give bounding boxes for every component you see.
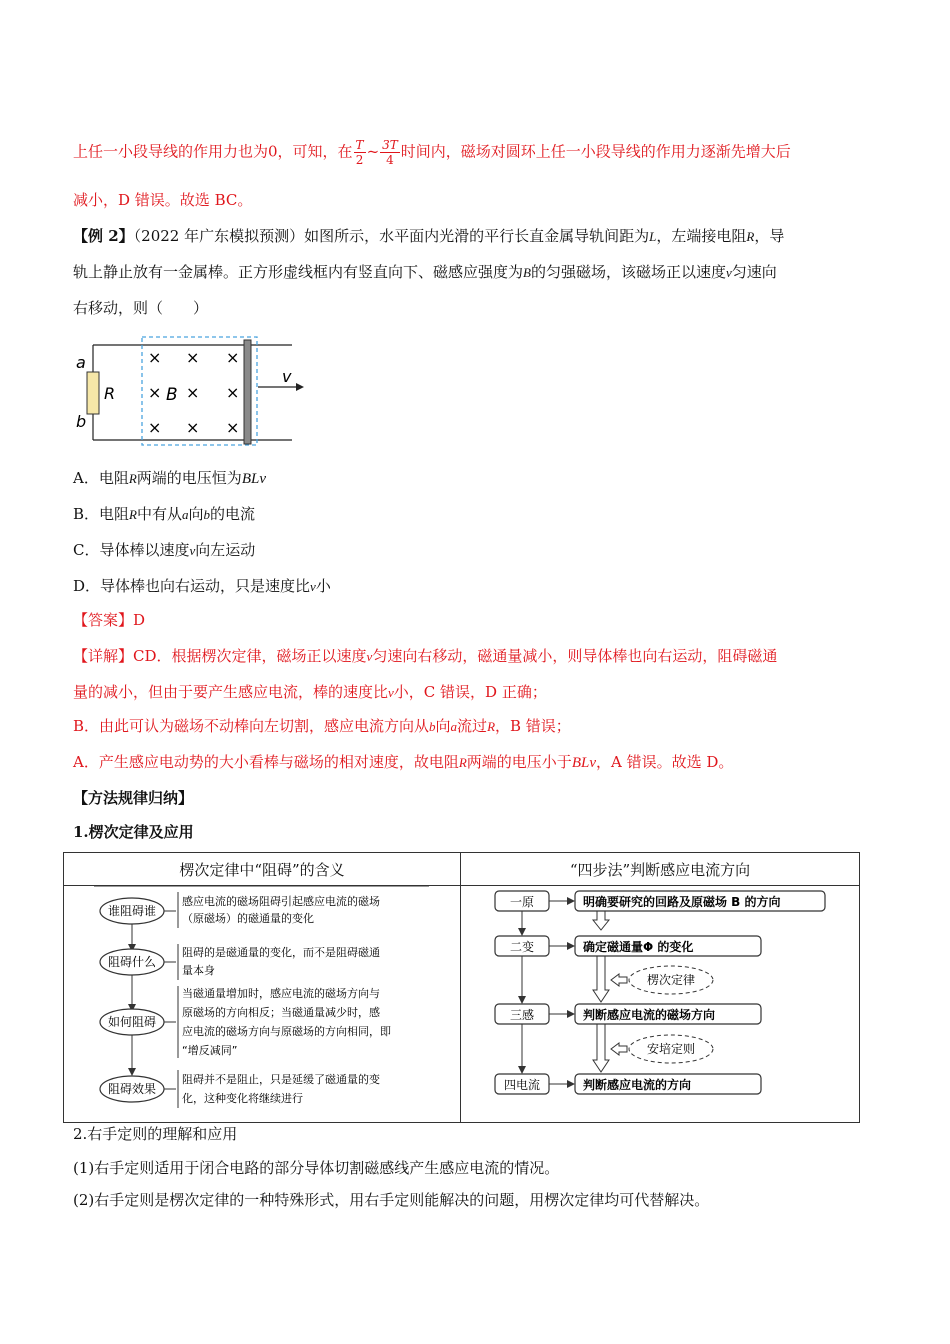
svg-text:×: ×: [226, 383, 240, 402]
tilde: ~: [366, 142, 380, 161]
svg-text:判断感应电流的磁场方向: 判断感应电流的磁场方向: [583, 1008, 716, 1022]
right-flow-cell: [461, 886, 860, 1123]
svg-text:一原: 一原: [509, 895, 535, 909]
detail-line-4: A．产生感应电动势的大小看棒与磁场的相对速度，故电阻R两端的电压小于BLv，A 错误。故选 D。: [73, 753, 734, 771]
intro-line-2: 减小，D 错误。故选 BC。: [73, 191, 253, 209]
method-table: [63, 852, 860, 1123]
step-3: [495, 1004, 761, 1024]
four-step-flowchart: [461, 886, 859, 1122]
svg-text:如何阻碍: 如何阻碍: [107, 1015, 157, 1029]
svg-text:量本身: 量本身: [182, 964, 215, 977]
svg-text:感应电流的磁场阻碍引起感应电流的磁场: 感应电流的磁场阻碍引起感应电流的磁场: [182, 895, 380, 908]
svg-text:×: ×: [148, 348, 162, 367]
svg-text:化，这种变化将继续进行: 化，这种变化将继续进行: [182, 1092, 303, 1105]
detail-label: 【详解】: [73, 647, 134, 665]
answer-label: 【答案】: [73, 611, 134, 629]
label-b-field: B: [166, 385, 178, 405]
svg-text:确定磁通量Φ 的变化: 确定磁通量Φ 的变化: [583, 940, 694, 954]
svg-text:“增反减同”: “增反减同”: [182, 1044, 238, 1057]
svg-text:阻碍什么: 阻碍什么: [107, 955, 157, 969]
svg-text:（原磁场）的磁通量的变化: （原磁场）的磁通量的变化: [182, 912, 314, 925]
svg-text:×: ×: [186, 418, 200, 437]
answer-line: [73, 610, 145, 630]
hinder-flowchart: [64, 886, 460, 1122]
node-hinder-effect: [100, 1070, 380, 1108]
svg-text:×: ×: [186, 348, 200, 367]
example-line-2: 轨上静止放有一金属棒。正方形虚线框内有竖直向下、磁感应强度为B的匀强磁场，该磁场正以速度v匀速向: [73, 263, 777, 281]
label-r: R: [104, 384, 116, 403]
option-a[interactable]: A．电阻R两端的电压恒为BLv: [73, 469, 266, 487]
step-1: [495, 891, 825, 911]
svg-text:阻碍并不是阻止，只是延缓了磁通量的变: 阻碍并不是阻止，只是延缓了磁通量的变: [182, 1073, 380, 1086]
svg-text:当磁通量增加时，感应电流的磁场方向与: 当磁通量增加时，感应电流的磁场方向与: [182, 987, 380, 1000]
fraction-3t-over-4: $\frac{3T}{4}$: [382, 138, 398, 167]
svg-text:四电流: 四电流: [503, 1078, 541, 1092]
svg-text:明确要研究的回路及原磁场 B 的方向: 明确要研究的回路及原磁场 B 的方向: [583, 895, 781, 909]
svg-text:原磁场的方向相反；当磁通量减少时，感: 原磁场的方向相反；当磁通量减少时，感: [182, 1006, 380, 1019]
intro-line-1: [73, 138, 791, 167]
svg-text:×: ×: [148, 383, 162, 402]
metal-rod: [244, 340, 251, 444]
svg-text:安培定则: 安培定则: [646, 1042, 696, 1056]
lenz-law-badge: [611, 966, 713, 994]
example-line-3: 右移动，则（ ）: [73, 299, 209, 317]
option-c[interactable]: C．导体棒以速度v向左运动: [73, 541, 256, 559]
step-2: [495, 936, 761, 956]
intro-text-post: 时间内，磁场对圆环上任一小段导线的作用力逐渐先增大后: [400, 142, 791, 161]
example-label: 【例 2】: [73, 227, 134, 245]
svg-text:阻碍效果: 阻碍效果: [107, 1082, 157, 1096]
svg-text:楞次定律: 楞次定律: [646, 973, 696, 987]
svg-text:应电流的磁场方向与原磁场的方向相同，即: 应电流的磁场方向与原磁场的方向相同，即: [182, 1025, 391, 1038]
col2-title: “四步法”判断感应电流方向: [461, 853, 860, 886]
col1-title: 楞次定律中“阻碍”的含义: [64, 853, 461, 886]
label-b: b: [76, 412, 87, 431]
svg-text:×: ×: [186, 383, 200, 402]
svg-text:二变: 二变: [509, 940, 535, 954]
svg-text:谁阻碍谁: 谁阻碍谁: [107, 904, 157, 918]
section-2-heading: 2.右手定则的理解和应用: [73, 1125, 238, 1143]
svg-text:×: ×: [226, 348, 240, 367]
example-line-1: 【例 2】（2022 年广东模拟预测）如图所示，水平面内光滑的平行长直金属导轨间距为L，左端接电阻R，导: [73, 227, 785, 245]
left-flow-cell: [64, 886, 461, 1123]
section-1-heading: 1.楞次定律及应用: [73, 823, 194, 841]
answer-value: D: [133, 611, 146, 629]
node-who-hinders: [100, 892, 380, 928]
svg-text:×: ×: [226, 418, 240, 437]
svg-text:判断感应电流的方向: 判断感应电流的方向: [583, 1078, 692, 1092]
resistor: [87, 372, 99, 414]
label-v: v: [282, 367, 292, 386]
fraction-t-over-2: $\frac{T}{2}$: [355, 138, 364, 167]
option-d[interactable]: D．导体棒也向右运动，只是速度比v小: [73, 577, 331, 595]
svg-text:三感: 三感: [509, 1008, 535, 1022]
detail-line-3: B．由此可认为磁场不动棒向左切割，感应电流方向从b向a流过R，B 错误；: [73, 717, 571, 735]
node-how-hinders: [100, 986, 391, 1058]
intro-text-pre: 上任一小段导线的作用力也为0，可知，在: [73, 142, 353, 161]
svg-text:阻碍的是磁通量的变化，而不是阻碍磁通: 阻碍的是磁通量的变化，而不是阻碍磁通: [182, 946, 380, 959]
step-4: [495, 1074, 761, 1094]
label-a: a: [76, 353, 86, 372]
node-what-hinders: [100, 944, 380, 980]
method-heading: 【方法规律归纳】: [73, 789, 194, 807]
option-b[interactable]: B．电阻R中有从a向b的电流: [73, 505, 256, 523]
circuit-diagram: [70, 330, 310, 450]
detail-line-2: 量的减小，但由于要产生感应电流，棒的速度比v小，C 错误，D 正确；: [73, 683, 547, 701]
paragraph-1: (1)右手定则适用于闭合电路的部分导体切割磁感线产生感应电流的情况。: [73, 1159, 560, 1177]
ampere-rule-badge: [611, 1035, 713, 1063]
detail-line-1: 【详解】CD．根据楞次定律，磁场正以速度v匀速向右移动，磁通量减小，则导体棒也向右运动，阻碍磁通: [73, 647, 778, 665]
svg-text:×: ×: [148, 418, 162, 437]
paragraph-2: (2)右手定则是楞次定律的一种特殊形式，用右手定则能解决的问题，用楞次定律均可代替解决。: [73, 1191, 710, 1209]
